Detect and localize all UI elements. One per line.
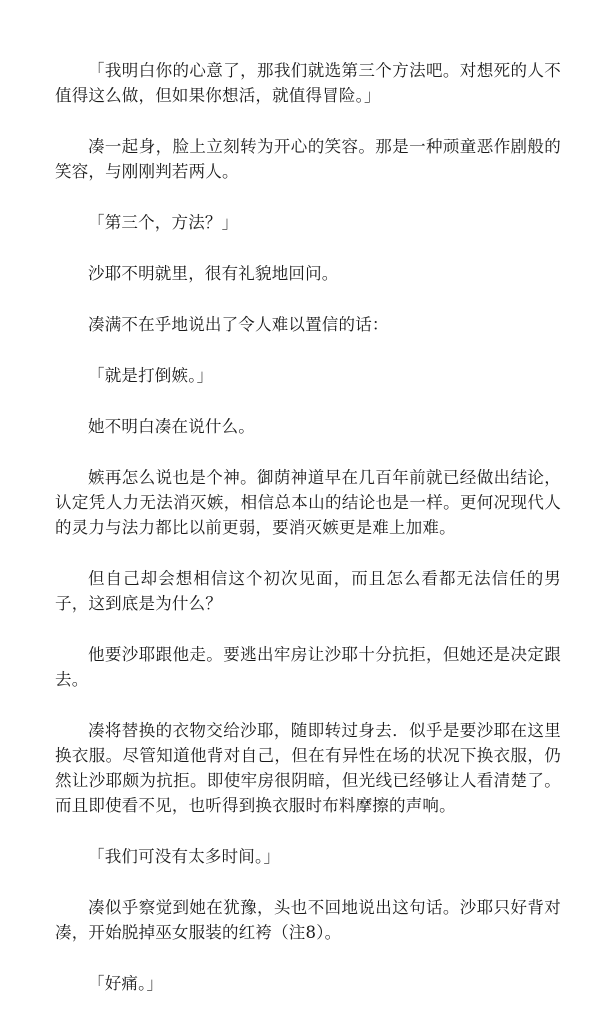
paragraph-9: 但自己却会想相信这个初次见面，而且怎么看都无法信任的男子，这到底是为什么？ [55, 569, 561, 613]
paragraph-4: 沙耶不明就里，很有礼貌地回问。 [88, 264, 339, 283]
paragraph-7: 她不明白凑在说什么。 [88, 417, 255, 436]
paragraph-11: 凑将替换的衣物交给沙耶，随即转过身去．似乎是要沙耶在这里换衣服。尽管知道他背对自己，但在有异性在场的状况下换衣服，仍然让沙耶颇为抗拒。即使牢房很阴暗，但光线已经够让人看清楚了。而且即使看不见，也听得到换衣服时布料摩擦的声响。 [55, 721, 561, 815]
paragraph-3: 「第三个，方法？」 [88, 213, 239, 232]
paragraph-6: 「就是打倒嫉。」 [88, 366, 214, 385]
paragraph-13: 凑似乎察觉到她在犹豫，头也不回地说出这句话。沙耶只好背对凑，开始脱掉巫女服装的红袴（注8）。 [55, 898, 561, 942]
paragraph-10: 他要沙耶跟他走。要逃出牢房让沙耶十分抗拒，但她还是决定跟去。 [55, 645, 561, 689]
paragraph-12: 「我们可没有太多时间。」 [88, 847, 281, 866]
paragraph-1: 「我明白你的心意了，那我们就选第三个方法吧。对想死的人不值得这么做，但如果你想活，就值得冒险。」 [55, 61, 561, 105]
paragraph-2: 凑一起身，脸上立刻转为开心的笑容。那是一种顽童恶作剧般的笑容，与刚刚判若两人。 [55, 137, 561, 181]
paragraph-8: 嫉再怎么说也是个神。御荫神道早在几百年前就已经做出结论，认定凭人力无法消灭嫉，相信总本山的结论也是一样。更何况现代人的灵力与法力都比以前更弱，要消灭嫉更是难上加难。 [55, 468, 561, 537]
paragraph-5: 凑满不在乎地说出了令人难以置信的话： [88, 315, 389, 334]
paragraph-14: 「好痛。」 [88, 974, 164, 993]
page-body [55, 58, 561, 1022]
